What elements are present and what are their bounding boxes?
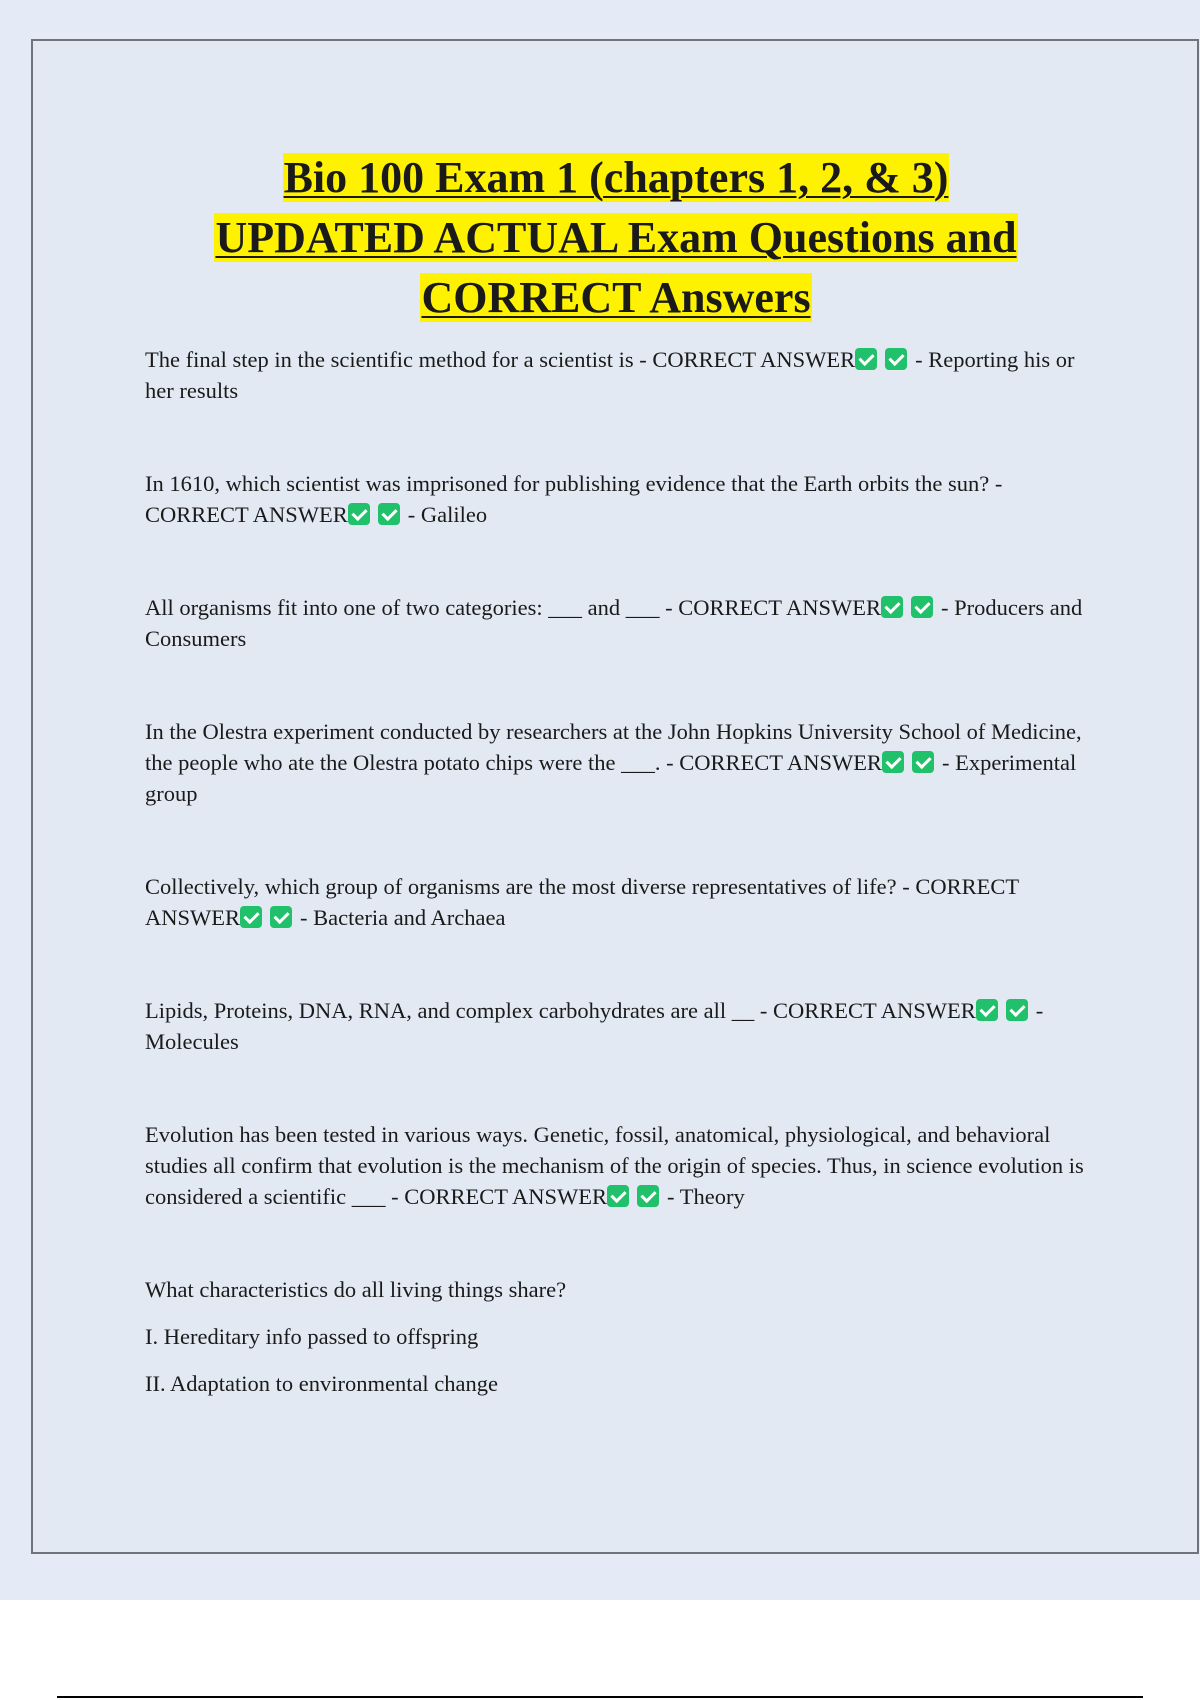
check-box-icon	[911, 596, 933, 618]
check-box-icon	[912, 751, 934, 773]
question-text: What characteristics do all living things share?	[145, 1277, 567, 1302]
qa-item	[145, 468, 1095, 530]
qa-item	[145, 344, 1095, 406]
question-text: In 1610, which scientist was imprisoned for publishing evidence that the Earth orbits the sun? - CORRECT ANSWER	[145, 471, 1003, 527]
check-box-icon	[881, 596, 903, 618]
title-line-1: Bio 100 Exam 1 (chapters 1, 2, & 3)	[283, 153, 949, 202]
qa-item-last	[145, 1274, 1095, 1399]
qa-item	[145, 716, 1095, 809]
qa-item	[145, 1119, 1095, 1212]
question-text: In the Olestra experiment conducted by researchers at the John Hopkins University School of Medicine, the people who ate the Olestra potato chips were the ___. - CORRECT ANSWER	[145, 719, 1082, 775]
qa-item	[145, 995, 1095, 1057]
question-text: Lipids, Proteins, DNA, RNA, and complex carbohydrates are all __ - CORRECT ANSWER	[145, 998, 976, 1023]
answer-text: - Bacteria and Archaea	[300, 905, 506, 930]
check-box-icon	[885, 348, 907, 370]
check-box-icon	[1006, 999, 1028, 1021]
answer-text: - Theory	[667, 1184, 745, 1209]
question-list	[145, 344, 1095, 1415]
title-line-2: UPDATED ACTUAL Exam Questions and	[215, 213, 1017, 262]
answer-text: - Experimental group	[145, 750, 1077, 806]
check-box-icon	[607, 1185, 629, 1207]
answer-text: - Molecules	[145, 998, 1044, 1054]
qa-item	[145, 592, 1095, 654]
title-line-3: CORRECT Answers	[421, 273, 811, 322]
answer-text: - Producers and Consumers	[145, 595, 1083, 651]
list-item: I. Hereditary info passed to offspring	[145, 1324, 479, 1349]
question-text: All organisms fit into one of two categories: ___ and ___ - CORRECT ANSWER	[145, 595, 881, 620]
check-box-icon	[348, 503, 370, 525]
answer-text: - Reporting his or her results	[145, 347, 1075, 403]
check-box-icon	[855, 348, 877, 370]
check-box-icon	[240, 906, 262, 928]
check-box-icon	[976, 999, 998, 1021]
answer-text: - Galileo	[407, 502, 488, 527]
qa-item	[145, 871, 1095, 933]
question-text: Collectively, which group of organisms are the most diverse representatives of life? - CORRECT ANSWER	[145, 874, 1019, 930]
list-item: II. Adaptation to environmental change	[145, 1371, 499, 1396]
check-box-icon	[378, 503, 400, 525]
check-box-icon	[637, 1185, 659, 1207]
question-text: Evolution has been tested in various ways. Genetic, fossil, anatomical, physiological, and behavioral studies all confirm that evolution is the mechanism of the origin of species. Thus, in science evolution is considered a scientific ___ - CORRECT ANSWER	[145, 1122, 1084, 1209]
footer-divider	[57, 1696, 1143, 1698]
check-box-icon	[270, 906, 292, 928]
check-box-icon	[882, 751, 904, 773]
question-text: The final step in the scientific method for a scientist is - CORRECT ANSWER	[145, 347, 856, 372]
document-title	[0, 148, 1200, 328]
